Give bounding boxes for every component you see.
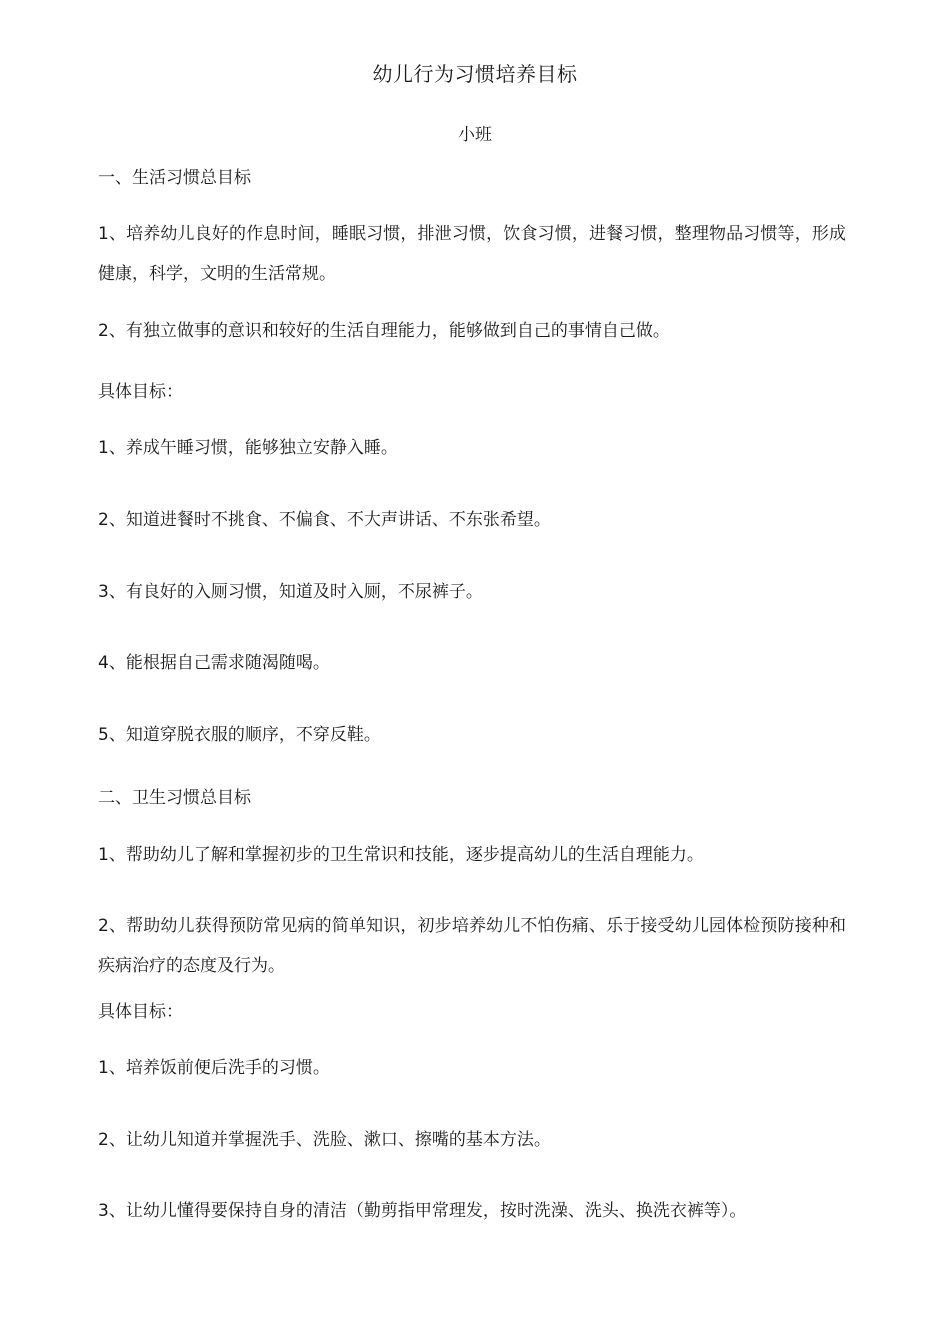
hygiene-goal-2: 2、帮助幼儿获得预防常见病的简单知识，初步培养幼儿不怕伤痛、乐于接受幼儿园体检预防接种和疾病治疗的态度及行为。 (98, 916, 846, 976)
living-specific-3: 3、有良好的入厕习惯，知道及时入厕，不尿裤子。 (98, 582, 483, 602)
hygiene-goal-1: 1、帮助幼儿了解和掌握初步的卫生常识和技能，逐步提高幼儿的生活自理能力。 (98, 845, 704, 865)
living-goal-2: 2、有独立做事的意识和较好的生活自理能力，能够做到自己的事情自己做。 (98, 321, 670, 341)
hygiene-specific-2: 2、让幼儿知道并掌握洗手、洗脸、漱口、擦嘴的基本方法。 (98, 1130, 551, 1150)
document-title: 幼儿行为习惯培养目标 (372, 62, 578, 86)
living-goal-1: 1、培养幼儿良好的作息时间，睡眠习惯，排泄习惯，饮食习惯，进餐习惯，整理物品习惯等，形成健康，科学，文明的生活常规。 (98, 224, 846, 284)
specific-goals-heading-1: 具体目标： (98, 382, 183, 402)
section-heading-living-habits: 一、生活习惯总目标 (98, 168, 251, 188)
living-specific-2: 2、知道进餐时不挑食、不偏食、不大声讲话、不东张希望。 (98, 510, 551, 530)
living-specific-5: 5、知道穿脱衣服的顺序，不穿反鞋。 (98, 725, 381, 745)
hygiene-specific-3: 3、让幼儿懂得要保持自身的清洁（勤剪指甲常理发，按时洗澡、洗头、换洗衣裤等）。 (98, 1201, 747, 1221)
specific-goals-heading-2: 具体目标： (98, 1002, 183, 1022)
hygiene-specific-1: 1、培养饭前便后洗手的习惯。 (98, 1058, 330, 1078)
document-subtitle: 小班 (458, 125, 492, 145)
living-specific-1: 1、养成午睡习惯，能够独立安静入睡。 (98, 438, 398, 458)
section-heading-hygiene-habits: 二、卫生习惯总目标 (98, 788, 251, 808)
living-specific-4: 4、能根据自己需求随渴随喝。 (98, 653, 330, 673)
